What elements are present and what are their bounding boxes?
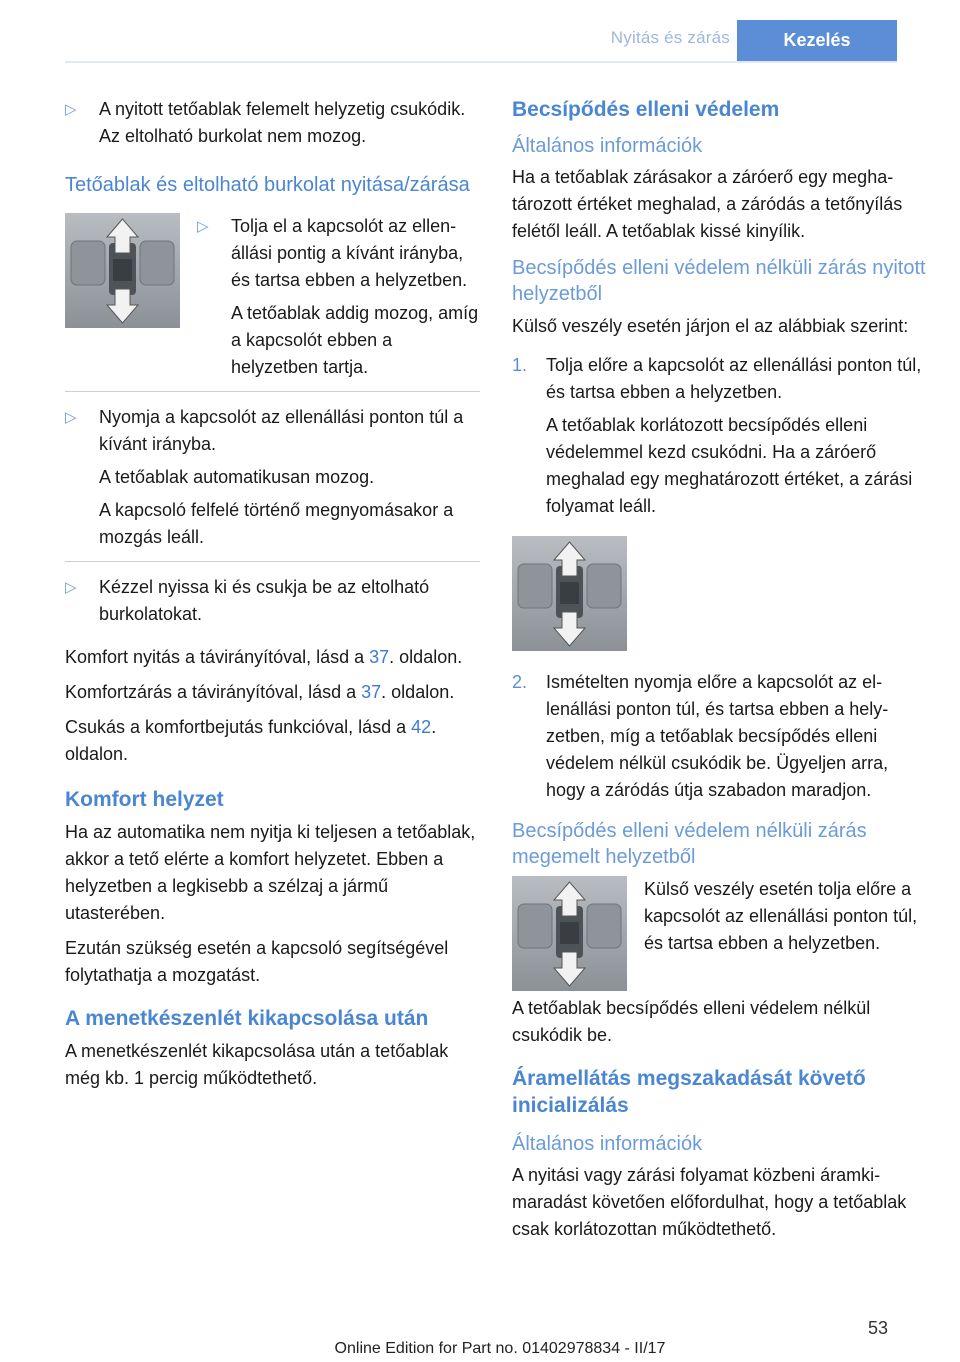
header-rule (65, 61, 897, 63)
divider (65, 561, 480, 562)
step-text: Ismételten nyomja előre a kapcsolót az ellenállási ponton túl, és tartsa ebben a helyzetben, míg a tetőablak becsípődés elleni védelem nélkül csukódik be. Ügyeljen arra, hogy a záródás útja szabadon maradjon. (546, 672, 889, 800)
list-item (65, 404, 480, 551)
section-heading: Komfort helyzet (65, 788, 224, 811)
roof-switch-image (512, 536, 627, 651)
paragraph: A menetkészenlét kikapcsolása után a tetőablak még kb. 1 percig működtethető. (65, 1041, 449, 1088)
numbered-step (512, 669, 930, 804)
step-number: 1. (512, 355, 528, 375)
bullet-text: Tolja el a kapcsolót az ellenállási pontig a kívánt irányba, és tartsa ebben a helyzetben. (231, 216, 468, 290)
bullet-text: Nyomja a kapcsolót az ellenállási ponton túl a kívánt irányba. (99, 407, 464, 454)
section-heading: Tetőablak és eltolható burkolat nyitása/zárása (65, 174, 470, 196)
page-link[interactable]: 42 (411, 717, 432, 737)
bullet-subtext: A tetőablak addig mozog, amíg a kapcsolót ebben a helyzetben tartja. (231, 303, 479, 377)
ref-text: . oldalon. (381, 682, 455, 702)
figure-text (644, 876, 930, 957)
list-item (65, 574, 480, 628)
ref-text: Komfort nyitás a távirányítóval, lásd a (65, 647, 370, 667)
bullet-text: A nyitott tetőablak felemelt helyzetig csukódik. Az eltolható burkolat nem mozog. (99, 99, 466, 146)
roof-switch-image (65, 213, 180, 328)
figure-row (512, 876, 930, 991)
cross-reference (65, 644, 480, 671)
bullet-triangle-icon: ▷ (197, 218, 209, 235)
paragraph: Ha a tetőablak zárásakor a záróerő egy meghatározott értéket meghalad, a záródás a tetőnyílás felétől leáll. A tetőablak kissé kinyílik. (512, 167, 903, 241)
subsection-heading: Általános információk (512, 1133, 703, 1155)
bullet-text: Kézzel nyissa ki és csukja be az eltolható burkolatokat. (99, 577, 430, 624)
section-heading: A menetkészenlét kikapcsolása után (65, 1007, 429, 1030)
subsection-heading: Általános információk (512, 135, 703, 157)
bullet-triangle-icon: ▷ (65, 101, 77, 118)
bullet-subtext: A kapcsoló felfelé történő megnyomásakor a mozgás leáll. (99, 500, 454, 547)
section-heading: Áramellátás megszakadását követő inicializálás (512, 1067, 866, 1117)
header-chapter-tab[interactable]: Kezelés (737, 20, 897, 61)
header-section-title: Nyitás és zárás (610, 28, 730, 47)
figure-text (197, 213, 480, 387)
cross-reference (65, 714, 480, 768)
subsection-heading: Becsípődés elleni védelem nélküli zárás megemelt helyzetből (512, 820, 867, 868)
page-link[interactable]: 37 (361, 682, 382, 702)
paragraph: Ezután szükség esetén a kapcsoló segítségével folytathatja a mozgatást. (65, 938, 449, 985)
paragraph: A nyitási vagy zárási folyamat közbeni áramkimaradást követően előfordulhat, hogy a tetőablak csak korlátozottan működtethető. (512, 1165, 907, 1239)
page-link[interactable]: 37 (369, 647, 390, 667)
step-subtext: A tetőablak korlátozott becsípődés elleni védelemmel kezd csukódni. Ha a záróerő meghalad egy meghatározott értéket, a zárási folyamat leáll. (546, 415, 913, 516)
paragraph: A tetőablak becsípődés elleni védelem nélkül csukódik be. (512, 998, 871, 1045)
page-number: 53 (867, 1318, 888, 1338)
figure-row (65, 213, 480, 387)
subsection-heading: Becsípődés elleni védelem nélküli zárás nyitott helyzetből (512, 257, 926, 305)
step-text: Tolja előre a kapcsolót az ellenállási ponton túl, és tartsa ebben a helyzetben. (546, 355, 922, 402)
ref-text: . oldalon. (65, 717, 437, 764)
list-item (65, 96, 480, 150)
list-item (197, 213, 480, 381)
paragraph: Külső veszély esetén járjon el az alábbiak szerint: (512, 316, 909, 336)
numbered-step (512, 352, 930, 520)
left-column (65, 96, 480, 1100)
roof-switch-illustration (512, 876, 627, 991)
divider (65, 391, 480, 392)
cross-reference (65, 679, 480, 706)
roof-switch-illustration (65, 213, 180, 328)
paragraph: Külső veszély esetén tolja előre a kapcsolót az ellenállási ponton túl, és tartsa ebben a helyzetben. (644, 879, 918, 953)
right-column (512, 96, 930, 1251)
edition-footer: Online Edition for Part no. 01402978834 - II/17 (334, 1340, 666, 1357)
paragraph: Ha az automatika nem nyitja ki teljesen a tetőablak, akkor a tető elérte a komfort helyzetet. Ebben a helyzetben a legkisebb a szélzaj a jármű utasterében. (65, 822, 476, 923)
ref-text: Csukás a komfortbejutás funkcióval, lásd a (65, 717, 412, 737)
roof-switch-illustration (512, 536, 627, 651)
bullet-triangle-icon: ▷ (65, 409, 77, 426)
roof-switch-image (512, 876, 627, 991)
bullet-triangle-icon: ▷ (65, 579, 77, 596)
section-heading: Becsípődés elleni védelem (512, 98, 780, 121)
bullet-subtext: A tetőablak automatikusan mozog. (99, 467, 375, 487)
step-number: 2. (512, 672, 528, 692)
ref-text: . oldalon. (389, 647, 463, 667)
ref-text: Komfortzárás a távirányítóval, lásd a (65, 682, 362, 702)
